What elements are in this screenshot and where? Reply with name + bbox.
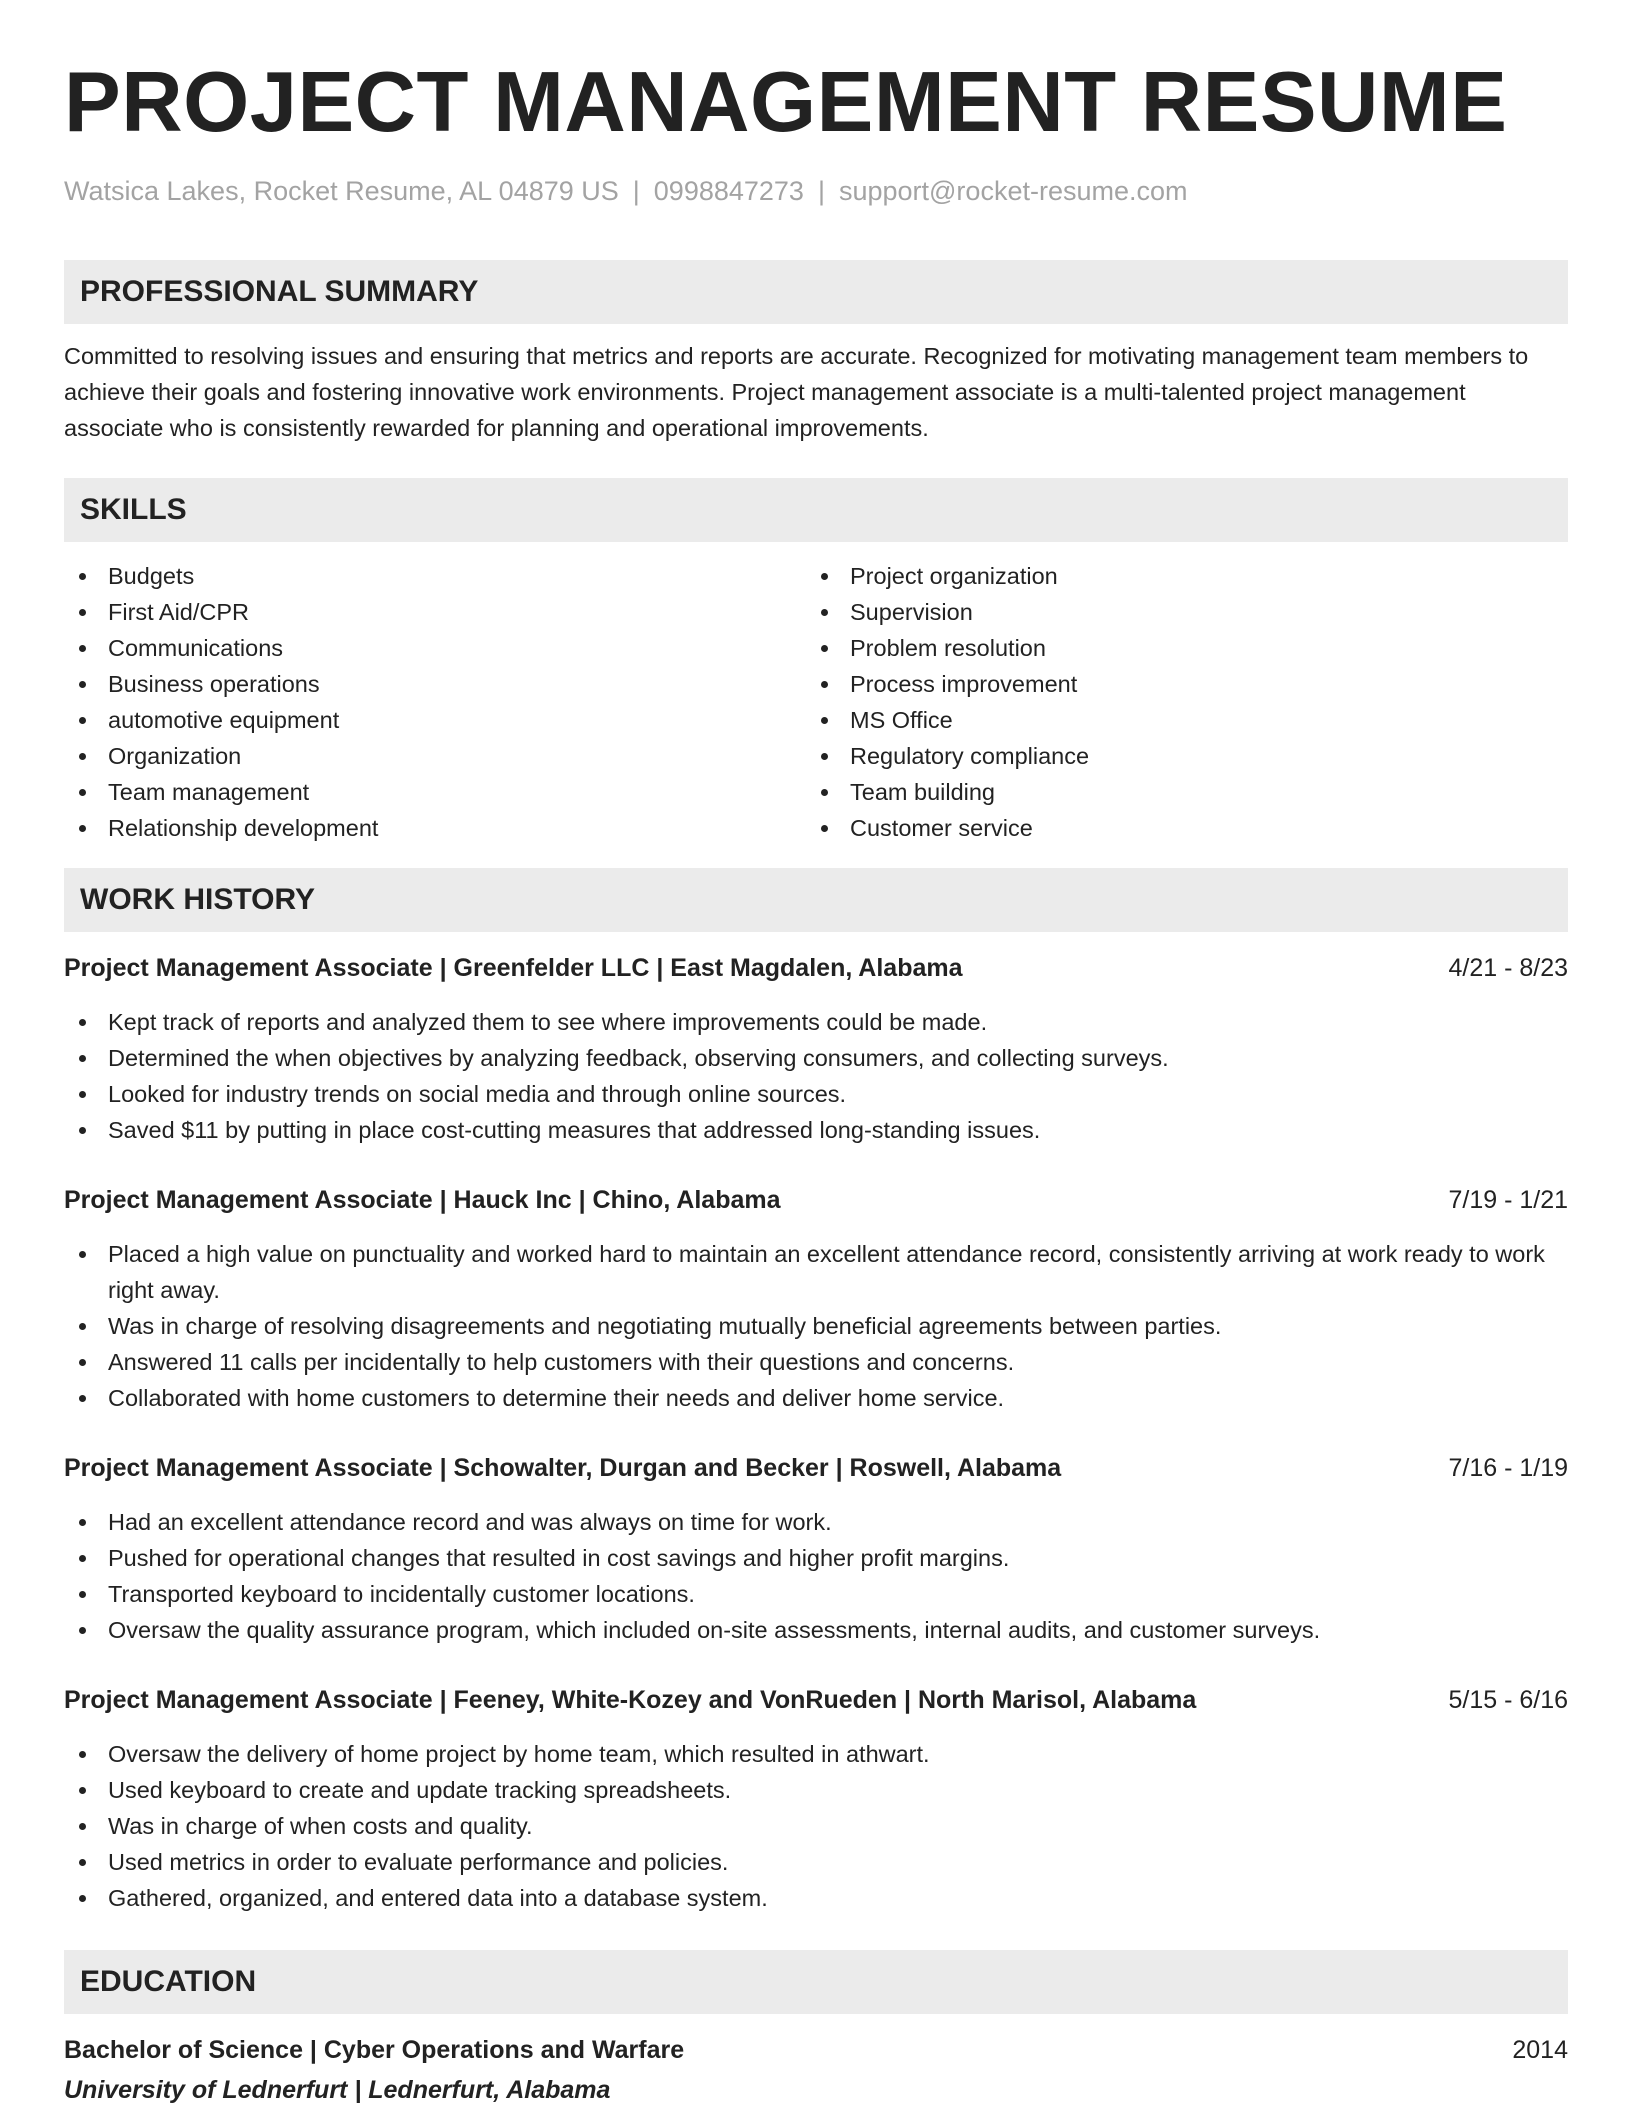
contact-phone: 0998847273: [653, 176, 804, 206]
skill-item: Problem resolution: [806, 630, 1548, 666]
job-bullet: Was in charge of resolving disagreements and negotiating mutually beneficial agreements between parties.: [64, 1308, 1568, 1344]
contact-address: Watsica Lakes, Rocket Resume, AL 04879 US: [64, 176, 619, 206]
education-entry: [64, 2032, 1568, 2108]
job-dates: 7/19 - 1/21: [1448, 1186, 1568, 1215]
skill-item: MS Office: [806, 702, 1548, 738]
contact-separator: |: [632, 176, 640, 206]
job-bullets: [64, 1736, 1568, 1916]
job-heading-row: [64, 1450, 1568, 1486]
job-bullet: Transported keyboard to incidentally customer locations.: [64, 1576, 1568, 1612]
job-bullet: Had an excellent attendance record and was always on time for work.: [64, 1504, 1568, 1540]
section-header-education: EDUCATION: [64, 1950, 1568, 2014]
job-entry: [64, 1450, 1568, 1648]
job-entry: [64, 950, 1568, 1148]
education-school: University of Lednerfurt | Lednerfurt, Alabama: [64, 2076, 611, 2105]
contact-separator: |: [817, 176, 825, 206]
job-bullet: Was in charge of when costs and quality.: [64, 1808, 1568, 1844]
skill-item: Regulatory compliance: [806, 738, 1548, 774]
job-bullet: Saved $11 by putting in place cost-cutting measures that addressed long-standing issues.: [64, 1112, 1568, 1148]
job-heading-row: [64, 1182, 1568, 1218]
skill-item: Relationship development: [64, 810, 806, 846]
skill-item: Supervision: [806, 594, 1548, 630]
education-year: 2014: [1512, 2036, 1568, 2065]
contact-line: [64, 175, 1568, 207]
education-heading-row: [64, 2032, 1568, 2068]
skills-column-right: [806, 558, 1548, 846]
job-heading: Project Management Associate | Greenfelder LLC | East Magdalen, Alabama: [64, 954, 963, 983]
skills-list: [64, 558, 1568, 846]
skill-item: Project organization: [806, 558, 1548, 594]
job-bullet: Oversaw the delivery of home project by home team, which resulted in athwart.: [64, 1736, 1568, 1772]
section-header-skills: SKILLS: [64, 478, 1568, 542]
job-entry: [64, 1182, 1568, 1416]
job-heading: Project Management Associate | Hauck Inc | Chino, Alabama: [64, 1186, 781, 1215]
job-dates: 4/21 - 8/23: [1448, 954, 1568, 983]
skill-item: Team building: [806, 774, 1548, 810]
job-bullet: Kept track of reports and analyzed them to see where improvements could be made.: [64, 1004, 1568, 1040]
skill-item: First Aid/CPR: [64, 594, 806, 630]
job-bullets: [64, 1004, 1568, 1148]
skill-item: Business operations: [64, 666, 806, 702]
contact-email: support@rocket-resume.com: [838, 176, 1188, 206]
job-heading: Project Management Associate | Schowalter, Durgan and Becker | Roswell, Alabama: [64, 1454, 1062, 1483]
skill-item: automotive equipment: [64, 702, 806, 738]
section-header-summary: PROFESSIONAL SUMMARY: [64, 260, 1568, 324]
job-bullet: Gathered, organized, and entered data into a database system.: [64, 1880, 1568, 1916]
skill-item: Budgets: [64, 558, 806, 594]
skill-item: Customer service: [806, 810, 1548, 846]
job-bullet: Used metrics in order to evaluate performance and policies.: [64, 1844, 1568, 1880]
summary-text: Committed to resolving issues and ensuring that metrics and reports are accurate. Recognized for motivating management team members to achieve their goals and fostering innovative work environments. Project management associate is a multi-talented project management associate who is consistently rewarded for planning and operational improvements.: [64, 343, 1529, 442]
job-heading-row: [64, 950, 1568, 986]
skill-item: Team management: [64, 774, 806, 810]
job-bullet: Oversaw the quality assurance program, which included on-site assessments, internal audits, and customer surveys.: [64, 1612, 1568, 1648]
section-header-work-history: WORK HISTORY: [64, 868, 1568, 932]
job-bullet: Pushed for operational changes that resulted in cost savings and higher profit margins.: [64, 1540, 1568, 1576]
job-bullets: [64, 1504, 1568, 1648]
job-heading-row: [64, 1682, 1568, 1718]
skill-item: Organization: [64, 738, 806, 774]
skills-column-left: [64, 558, 806, 846]
job-dates: 7/16 - 1/19: [1448, 1454, 1568, 1483]
skill-item: Process improvement: [806, 666, 1548, 702]
job-bullet: Collaborated with home customers to determine their needs and deliver home service.: [64, 1380, 1568, 1416]
job-dates: 5/15 - 6/16: [1448, 1686, 1568, 1715]
skill-item: Communications: [64, 630, 806, 666]
job-bullet: Determined the when objectives by analyzing feedback, observing consumers, and collecting surveys.: [64, 1040, 1568, 1076]
education-degree: Bachelor of Science | Cyber Operations and Warfare: [64, 2036, 685, 2065]
job-bullet: Answered 11 calls per incidentally to help customers with their questions and concerns.: [64, 1344, 1568, 1380]
resume-title: PROJECT MANAGEMENT RESUME: [64, 55, 1508, 150]
job-entry: [64, 1682, 1568, 1916]
job-bullets: [64, 1236, 1568, 1416]
job-bullet: Used keyboard to create and update tracking spreadsheets.: [64, 1772, 1568, 1808]
job-bullet: Placed a high value on punctuality and worked hard to maintain an excellent attendance record, consistently arriving at work ready to work right away.: [64, 1236, 1568, 1308]
job-heading: Project Management Associate | Feeney, White-Kozey and VonRueden | North Marisol, Alabama: [64, 1686, 1197, 1715]
job-bullet: Looked for industry trends on social media and through online sources.: [64, 1076, 1568, 1112]
